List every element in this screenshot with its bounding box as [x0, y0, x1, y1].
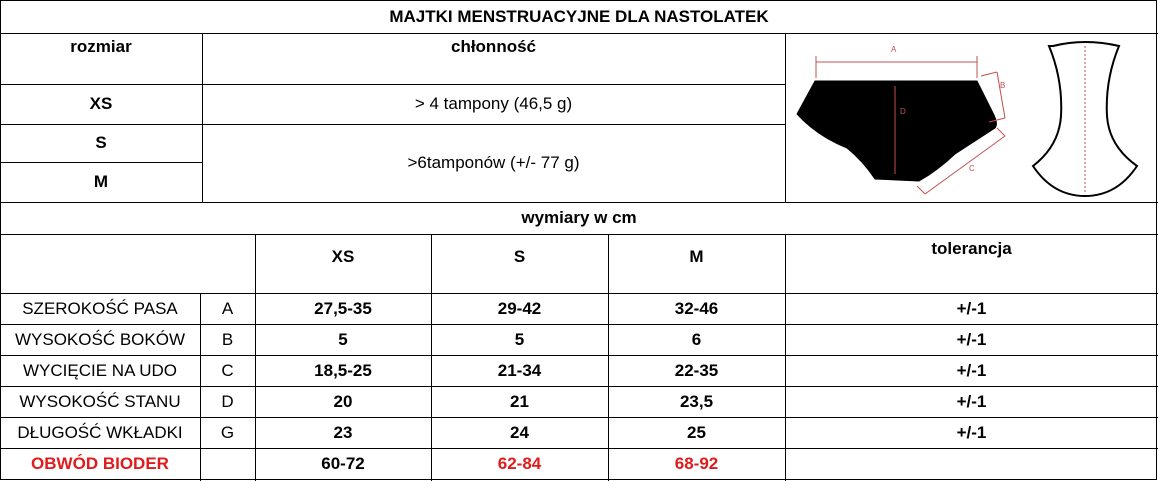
measurement-code: G: [220, 422, 235, 442]
absorbency-column-header: chłonność: [450, 37, 536, 56]
value-xs: 5: [338, 329, 348, 349]
value-tolerance: +/-1: [956, 298, 987, 318]
size-column-header: rozmiar: [70, 37, 132, 56]
measure-label-a: A: [891, 45, 897, 54]
absorbency-value-xs: > 4 tampony (46,5 g): [414, 94, 573, 113]
value-m: 32-46: [674, 298, 719, 318]
measurement-code: A: [221, 298, 234, 318]
measure-label-d: D: [900, 107, 906, 116]
value-m: 23,5: [679, 391, 714, 411]
value-xs: 18,5-25: [314, 360, 372, 380]
value-m: 6: [691, 329, 702, 349]
value-s: 21-34: [497, 360, 542, 380]
value-xs: 27,5-35: [314, 298, 372, 318]
measure-label-b: B: [1000, 81, 1006, 90]
size-label-m: M: [93, 172, 109, 191]
measurement-name: WYCIĘCIE NA UDO: [23, 360, 177, 380]
hips-row-label: OBWÓD BIODER: [31, 454, 169, 473]
hips-value-s: 62-84: [497, 454, 542, 473]
table-title: MAJTKI MENSTRUACYJNE DLA NASTOLATEK: [389, 6, 769, 26]
absorbency-value-s-m: >6tamponów (+/- 77 g): [407, 153, 580, 172]
dimensions-section-title: wymiary w cm: [521, 208, 637, 227]
measurement-code: C: [221, 360, 234, 380]
measurement-name: WYSOKOŚĆ BOKÓW: [14, 329, 186, 349]
value-m: 22-35: [674, 360, 719, 380]
hips-value-m: 68-92: [674, 454, 719, 473]
value-tolerance: +/-1: [956, 391, 987, 411]
value-tolerance: +/-1: [956, 360, 987, 380]
value-xs: 20: [333, 391, 353, 411]
hips-value-xs: 60-72: [321, 454, 365, 473]
value-tolerance: +/-1: [956, 422, 987, 442]
size-label-xs: XS: [89, 94, 113, 113]
value-s: 21: [510, 391, 529, 411]
garment-measurement-diagram: [787, 36, 1157, 202]
column-header-tolerance: tolerancja: [931, 239, 1012, 258]
measure-label-c: C: [969, 164, 975, 173]
value-xs: 23: [333, 422, 353, 442]
measurement-name: DŁUGOŚĆ WKŁADKI: [17, 422, 183, 442]
briefs-front-shape: [797, 81, 996, 181]
value-m: 25: [687, 422, 706, 442]
measurement-name: SZEROKOŚĆ PASA: [22, 298, 178, 318]
column-header-m: M: [689, 247, 704, 266]
measurement-code: B: [221, 329, 234, 349]
measurement-name: WYSOKOŚĆ STANU: [19, 391, 181, 411]
measurement-code: D: [221, 391, 234, 411]
column-header-xs: XS: [331, 247, 355, 266]
size-label-s: S: [95, 133, 107, 152]
value-s: 24: [510, 422, 529, 442]
value-s: 29-42: [497, 298, 542, 318]
value-tolerance: +/-1: [956, 329, 987, 349]
value-s: 5: [514, 329, 525, 349]
column-header-s: S: [513, 247, 526, 266]
